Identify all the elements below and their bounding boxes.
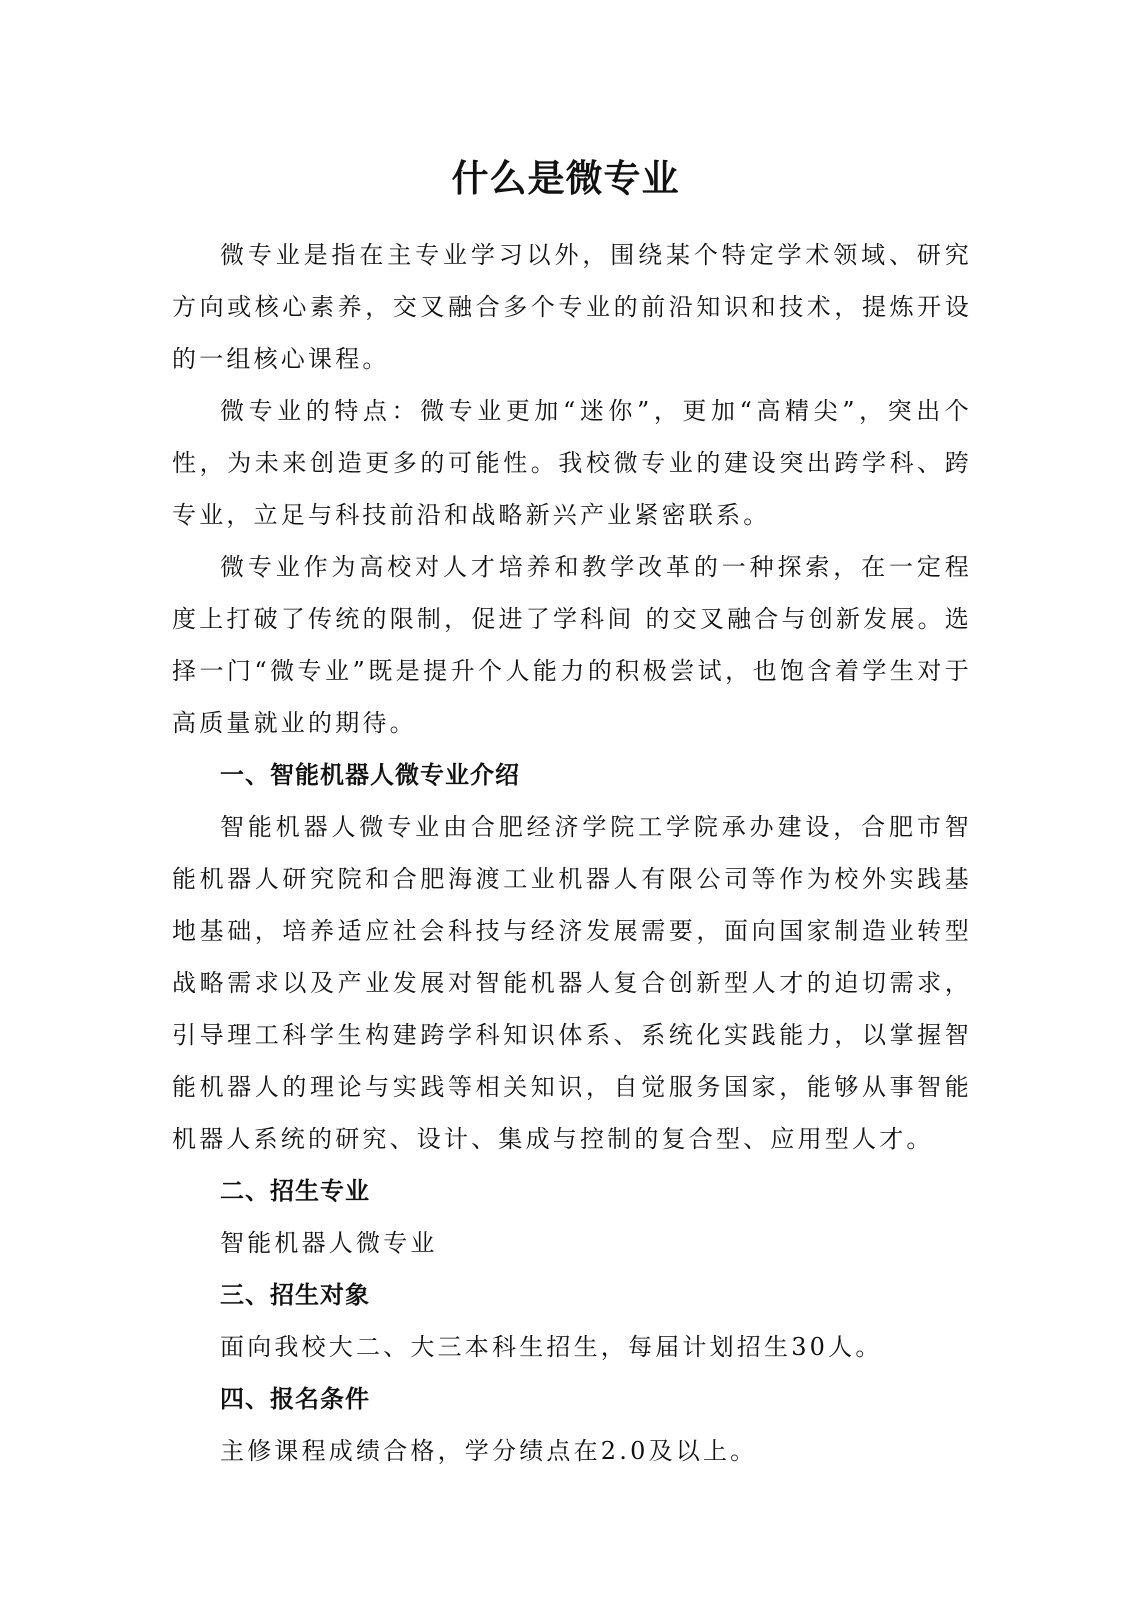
intro-paragraph-significance: 微专业作为高校对人才培养和教学改革的一种探索，在一定程度上打破了传统的限制，促进了学科间 的交叉融合与创新发展。选择一门“微专业”既是提升个人能力的积极尝试，也饱含着学生对于高质量就业的期待。 [172,553,972,737]
section-text-major: 智能机器人微专业 [220,1229,438,1257]
section-text-introduction: 智能机器人微专业由合肥经济学院工学院承办建设，合肥市智能机器人研究院和合肥海渡工业机器人有限公司等作为校外实践基地基础，培养适应社会科技与经济发展需要，面向国家制造业转型战略需求以及产业发展对智能机器人复合创新型人才的迫切需求，引导理工科学生构建跨学科知识体系、系统化实践能力，以掌握智能机器人的理论与实践等相关知识，自觉服务国家，能够从事智能机器人系统的研究、设计、集成与控制的复合型、应用型人才。 [172,813,972,1153]
intro-paragraph-features: 微专业的特点：微专业更加“迷你”，更加“高精尖”，突出个性，为未来创造更多的可能性。我校微专业的建设突出跨学科、跨专业，立足与科技前沿和战略新兴产业紧密联系。 [172,397,972,529]
section-heading-target-students: 三、招生对象 [220,1281,370,1309]
document-body [172,229,972,1477]
section-text-target-students: 面向我校大二、大三本科生招生，每届计划招生30人。 [220,1333,883,1361]
intro-paragraph-definition: 微专业是指在主专业学习以外，围绕某个特定学术领域、研究方向或核心素养，交叉融合多个专业的前沿知识和技术，提炼开设的一组核心课程。 [172,241,972,373]
document-title: 什么是微专业 [451,156,680,200]
section-heading-introduction: 一、智能机器人微专业介绍 [220,761,520,789]
section-heading-requirements: 四、报名条件 [220,1385,370,1413]
section-text-requirements: 主修课程成绩合格，学分绩点在2.0及以上。 [220,1437,758,1465]
section-heading-major: 二、招生专业 [220,1177,370,1205]
